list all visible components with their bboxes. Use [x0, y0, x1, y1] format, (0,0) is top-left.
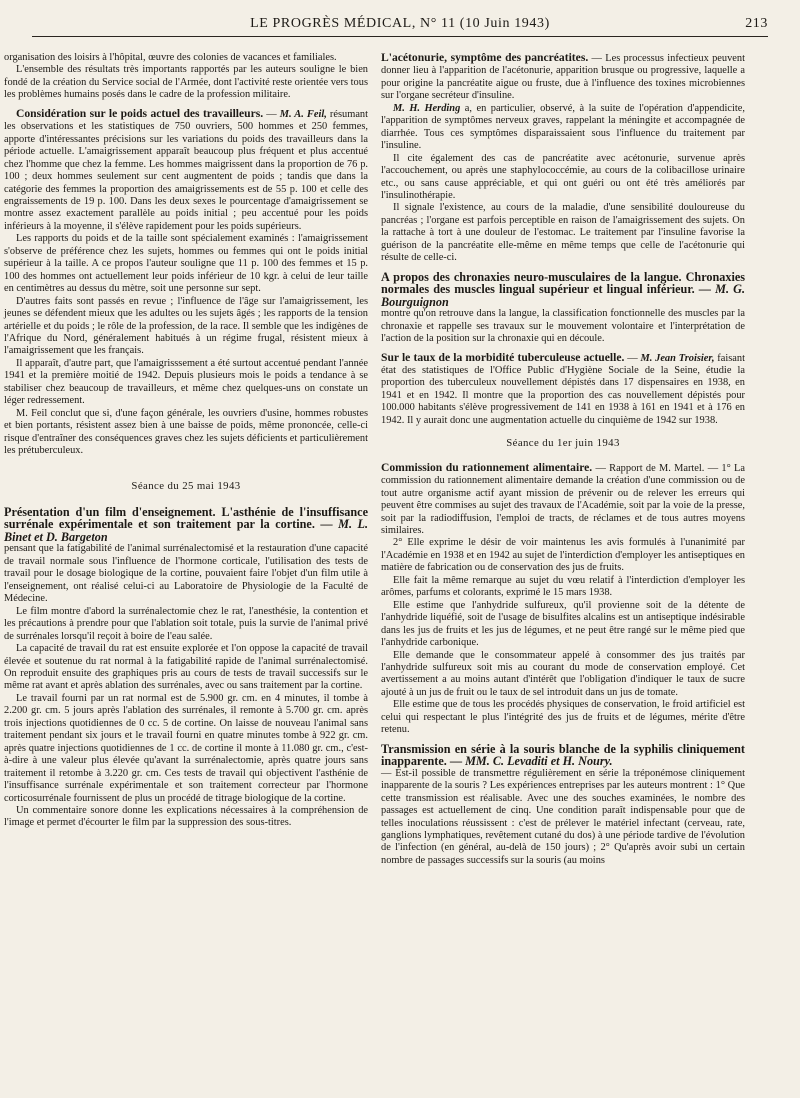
journal-title: LE PROGRÈS MÉDICAL, N° 11 (10 Juin 1943) — [250, 16, 550, 31]
article-title: Présentation d'un film d'enseignement. L'asthénie de l'insuffisance surrénale expérimentale et son traitement par la cortine. — M. L. Binet et D. Bargeton — [4, 504, 369, 544]
article-film-enseignement — [4, 506, 368, 830]
article-author: M. L. Binet et D. Bargeton — [4, 517, 369, 544]
article-title: Transmission en série à la souris blanche de la syphilis cliniquement inapparente. — MM. C. Levaditi et H. Noury. — [381, 741, 745, 769]
paragraph: Elle estime que l'anhydride sulfureux, qu'il provienne soit de la détente de l'anhydride liquéfié, soit de l'usage de bisulfites alcalins est un antiseptique indésirable dans les jus de fruits et les jus de légumes, et ne peut être rangé sur le même pied que l'anhydride carbonique. — [381, 599, 745, 649]
paragraph: Les rapports du poids et de la taille sont spécialement examinés : l'amaigrissement s'observe de préférence chez les sujets, hommes ou femmes qui ont le poids initial supérieur à la taille. A ce propos l'auteur souligne que 11 p. 100 des femmes et 15 p. 100 des hommes ont actuellement leur poids inférieur de 10 kgr. à celui de leur taille en centimètres au dessus du mètre, soit une personne sur sept. — [4, 233, 368, 295]
article-author: MM. C. Levaditi et H. Noury. — [465, 754, 613, 769]
right-column — [381, 52, 745, 873]
article-title: A propos des chronaxies neuro-musculaires de la langue. Chronaxies normales des muscles lingual supérieur et lingual inférieur. — M. G. Bourguignon — [381, 269, 746, 309]
article-title: Considération sur le poids actuel des travailleurs. — [16, 106, 264, 120]
paragraph: Elle fait la même remarque au sujet du vœu relatif à l'interdiction d'employer les arômes, parfums et colorants, exprimé le 15 mars 1938. — [381, 574, 745, 599]
paragraph: 2° Elle exprime le désir de voir maintenus les avis formulés à l'unanimité par l'Académie en 1938 et en 1942 au sujet de l'interdiction d'employer les antiseptiques en matière de fabrication ou de conservation des jus de fruits. — [381, 537, 745, 574]
article-chronaxies — [381, 271, 745, 346]
paragraph: Il cite également des cas de pancréatite avec acétonurie, survenue après l'accouchement, ou après une staphylococcémie, au cours de la colibacillose urinaire etc., ou sans cause appréciable, et qui ont guéri ou ont été très améliorés par l'insulinothérapie. — [381, 152, 745, 201]
paragraph: M. Feil conclut que si, d'une façon générale, les ouvriers d'usine, hommes robustes et bien portants, résistent assez bien à une baisse de poids, même prononcée, celle-ci risque d'entraîner des conséquences graves chez les sujets déficients et particulièrement les prétuberculeux. — [4, 407, 368, 457]
article-title: L'acétonurie, symptôme des pancréatites. — [381, 51, 589, 64]
article-author: M. G. Bourguignon — [381, 282, 746, 309]
article-title: Sur le taux de la morbidité tuberculeuse actuelle. — [381, 350, 625, 364]
article-acetonurie — [381, 52, 745, 265]
paragraph: L'ensemble des résultats très importants rapportés par les auteurs souligne le bien fondé de la création du Service social de l'Armée, dont l'activité reste orientée vers tous les problèmes humains posés dans le cadre de la profession militaire. — [4, 64, 368, 101]
article-author: M. H. Herding — [393, 102, 461, 114]
paragraph: a, en particulier, observé, à la suite de l'opération d'appendicite, l'apparition de symptômes nerveux graves, rappelant la méningite et accompagnée de diarrhée. Tous ces symptômes disparaissaient sous l'influence du traitement par l'insuline. — [381, 102, 745, 152]
session-heading: Séance du 25 mai 1943 — [131, 479, 241, 492]
paragraph: Il apparaît, d'autre part, que l'amaigrisssement a été surtout accentué pendant l'année 1941 et la première moitié de 1942. Depuis plusieurs mois le poids a tendance à se stabiliser chez beaucoup de travailleurs, et même chez quelques-uns on constate un léger redressement. — [4, 357, 368, 407]
article-poids-travailleurs: Considération sur le poids actuel des travailleurs. — M. A. Feil, résumant les observations et les statistiques de 750 ouvriers, 500 hommes et 250 femmes, apporte d'intéressantes précisions sur les variations du poids des travailleurs dans la période actuelle. L'amaigrissement apparaît beaucoup plus fréquent et plus accentué chez l'homme que chez la femme. Les hommes maigrissent dans la proportion de 76 p. 100 ; deux hommes seulement sur cent augmentent de poids ; tandis que dans la catégorie des femmes la proportion des amaigrissements est de 55 p. 100 et celle des engraissements de 19 p. 100. Dans les deux sexes le pourcentage d'amaigrissement se montre assez exactement parallèle au poids initial ; peu accentué pour les poids inférieurs à la moyenne, il s'élève rapidement pour les poids supérieurs. Les rapports du poids et de la taille sont spécialement examinés : l'amaigrissement s'observe de préférence chez les sujets, hommes ou femmes qui ont le poids initial supérieur à la taille. A ce propos l'auteur souligne que 11 p. 100 des femmes et 15 p. 100 des hommes ont actuellement leur poids inférieur de 10 kgr. à celui de leur taille en centimètres au dessus du mètre, soit une personne sur sept. D'autres faits sont passés en revue ; l'influence de l'âge sur l'amaigrissement, les jeunes se défendent mieux que les adultes ou les sujets âgés ; les rapports de la tension artérielle et du poids ; le rôle de la profession, de la race. Il semble que les indigènes de l'Afrique du Nord, généralement habitués à un régime frugal, résistent mieux à l'amaigrissement que les français. Il apparaît, d'autre part, que l'amaigrisssement a été surtout accentué pendant l'année 1941 et la première moitié de 1942. Depuis plusieurs mois le poids a tendance à se stabiliser chez beaucoup de travailleurs, et même chez quelques-uns on constate un léger redressement. M. Feil conclut que si, d'une façon générale, les ouvriers d'usine, hommes robustes et bien portants, résistent assez bien à une baisse de poids, même prononcée, celle-ci risque d'entraîner des conséquences graves chez les sujets déficients et particulièrement les prétuberculeux. — [4, 106, 369, 457]
session-heading: Séance du 1er juin 1943 — [506, 437, 620, 450]
paragraph: pensant que la fatigabilité de l'animal surrénalectomisé et la restauration d'une capacité de travail normale sous l'influence de l'hormone corticale, l'utilisation des tests de travail pour le dosage biologique de la cortine, pouvaient faire l'objet d'un film utile à l'enseignement, ont réalisé celui-ci au Laboratoire de Physiologie de la Faculté de Médecine. — [4, 543, 368, 605]
article-author: Rapport de M. Martel. — [609, 462, 705, 474]
paragraph: résumant les observations et les statistiques de 750 ouvriers, 500 hommes et 250 femmes, apporte d'intéressantes précisions sur les variations du poids des travailleurs dans la période actuelle. L'amaigrissement apparaît beaucoup plus fréquent et plus accentué chez l'homme que chez la femme. Les hommes maigrissent dans la proportion de 76 p. 100 ; deux hommes seulement sur cent augmentent de poids ; tandis que dans la catégorie des femmes la proportion des amaigrissements est de 55 p. 100 et celle des engraissements de 19 p. 100. Dans les deux sexes le pourcentage d'amaigrissement se montre assez exactement parallèle au poids initial ; peu accentué pour les poids inférieurs à la moyenne, il s'élève rapidement pour les poids supérieurs. — [4, 108, 369, 232]
paragraph: faisant état des statistiques de l'Office Public d'Hygiène Sociale de la Seine, étudie la proportion des tuberculeux nouvellement dépistés dans 17 dispensaires en 1938, en 1941 et en 1942. Il montre que la proportion des cas nouvellement dépistés pour 100.000 habitants s'élève progressivement de 141 en 1938 à 161 en 1941 et à 176 en 1942. Il y aurait donc une augmentation actuelle du cinquième de 1942 sur 1938. — [381, 352, 745, 426]
paragraph: — 1° La commission du rationnement alimentaire demande la création d'une commission ou de tout autre organisme actif ayant mission de prévenir ou de relever les erreurs qui peuvent être commises au sujet des travaux de l'Académie, soit par la voie de la presse, soit par la radiodiffusion, l'emploi de tracts, de réclames et de tous autres moyens similaires. — [381, 462, 745, 536]
article-author: M. A. Feil, — [279, 108, 327, 120]
paragraph: montre qu'on retrouve dans la langue, la classification fonctionnelle des muscles par la chronaxie et rappelle ses travaux sur le mouvement volontaire et l'interprétation de l'action de la position sur la chronaxie qui en découle. — [381, 308, 745, 345]
article-author: M. Jean Troisier, — [640, 352, 715, 364]
paragraph: D'autres faits sont passés en revue ; l'influence de l'âge sur l'amaigrissement, les jeunes se défendent mieux que les adultes ou les sujets âgés ; les rapports de la tension artérielle et du poids ; le rôle de la profession, de la race. Il semble que les indigènes de l'Afrique du Nord, généralement habitués à un régime frugal, résistent mieux à l'amaigrissement que les français. — [4, 295, 368, 357]
article-title: Commission du rationnement alimentaire. — [381, 460, 593, 474]
article-transmission-syphilis — [381, 743, 745, 868]
intro-section — [4, 52, 368, 102]
page-number: 213 — [745, 16, 768, 31]
paragraph: Il signale l'existence, au cours de la maladie, d'une sensibilité douloureuse du pancréas ; l'organe est parfois perceptible en raison de l'amaigrissement des sujets. On la rattache à tort à une douleur de l'estomac. Le traitement par l'insuline favorise la guérison de la pancréatite elle-même en même temps que celle de l'acétonurie qui résulte de celle-ci. — [381, 202, 745, 264]
paragraph: Elle estime que de tous les procédés physiques de conservation, le froid artificiel est celui qui respectant le plus l'intégrité des jus de fruits et de légumes, mérite d'être retenu. — [381, 699, 745, 736]
paragraph: Le film montre d'abord la surrénalectomie chez le rat, l'anesthésie, la contention et les précautions à prendre pour que l'ablation soit totale, puis la survie de l'animal privé de surrénales lorsqu'il reçoit à boire de l'eau salée. — [4, 605, 368, 642]
paragraph: Elle demande que le consommateur appelé à consommer des jus traités par l'anhydride sulfureux soit mis au courant du mode de conservation employé. Cet avertissement a au moins autant d'intérêt que l'obligation d'indiquer le taux de sucre ajouté à un jus de fruit ou le taux de sel introduit dans un jus de tomate. — [381, 649, 745, 698]
paragraph: — Les processus infectieux peuvent donner lieu à l'apparition de l'acétonurie, apparition brusque ou progressive, laquelle a pour origine la pancréatite aigue ou fruste, due à l'influence des toxines microbiennes sur l'organe secréteur d'insuline. — [381, 53, 745, 102]
paragraph: Un commentaire sonore donne les explications nécessaires à la compréhension de l'image et permet d'écourter le film par la suppression des sous-titres. — [4, 804, 368, 829]
header-rule — [32, 36, 768, 37]
article-rationnement: Commission du rationnement alimentaire. — Rapport de M. Martel. — 1° La commission du rationnement alimentaire demande la création d'une commission ou de tout autre organisme actif ayant mission de prévenir ou de relever les erreurs qui peuvent être commises au sujet des travaux de l'Académie, soit par la voie de la presse, soit par la radiodiffusion, l'emploi de tracts, de réclames et de tous autres moyens similaires. 2° Elle exprime le désir de voir maintenus les avis formulés à l'unanimité par l'Académie en 1938 et en 1942 au sujet de l'interdiction d'employer les antiseptiques en matière de fabrication ou de conservation des jus de fruits. Elle fait la même remarque au sujet du vœu relatif à l'interdiction d'employer les arômes, parfums et colorants, exprimé le 15 mars 1938. Elle estime que l'anhydride sulfureux, qu'il provienne soit de la détente de l'anhydride liquéfié, soit de l'usage de bisulfites alcalins est un antiseptique indésirable dans les jus de fruits et les jus de légumes, et ne peut être rangé sur le même pied que l'anhydride carbonique. Elle demande que le consommateur appelé à consommer des jus traités par l'anhydride sulfureux soit mis au courant du mode de conservation employé. Cet avertissement a au moins autant d'intérêt que l'obligation d'indiquer le taux de sucre ajouté à un jus de fruit ou le taux de sel introduit dans un jus de tomate. Elle estime que de tous les procédés physiques de conservation, le froid artificiel est celui qui respectant le plus l'intégrité des jus de fruits et de légumes, mérite d'être retenu. — [381, 460, 745, 736]
paragraph: — Est-il possible de transmettre régulièrement en série la tréponémose cliniquement inapparente de la souris ? Les expériences entreprises par les auteurs montrent : 1° Que cette transmission est réalisable. Avec une des souches examinées, le nombre des passages est actuellement de cinq. Une condition paraît indispensable pour que de telles inoculations réussissent : c'est de prélever le matériel infectant (cerveau, rate, ganglions lymphatiques, revêtement cutané du dos) à une période tardive de l'évolution de l'infection (en général, au-delà de 150 jours) ; 2° Qu'après avoir subi un certain nombre de passages successifs sur la souris (au moins — [381, 767, 745, 866]
paragraph: La capacité de travail du rat est ensuite explorée et l'on oppose la capacité de travail élevée et soutenue du rat normal à la fatigabilité rapide de l'animal surrénalectomisé. On reproduit ensuite des graphiques pris au cours de tests de travail successifs sur le même rat avant et après ablation des surrénales, avec ou sans traitement par la cortine. — [4, 643, 368, 692]
paragraph: Le travail fourni par un rat normal est de 5.900 gr. cm. en 4 minutes, il tombe à 2.200 gr. cm. 5 jours après l'ablation des surrénales, il remonte à 5.700 gr. cm. après trois injections quotidiennes de 0 cc. 5 de cortine. On laisse de nouveau l'animal sans traitement pendant six jours et le travail fourni en quatre minutes tombe à 922 gr. cm. après quatre injections quotidiennes de 1 cc. de cortine il monte à 11.080 gr. cm., c'est-à-dire à une valeur plus élevée qu'avant la surrénalectomie, après quatre jours sans traitement il retombe à 3.220 gr. cm. Ces tests de travail qui objectivent l'asthénie de l'insuffisance surrénale expérimentale et son traitement correcteur par l'hormone corticosurrénale fournissent de plus un procédé de titrage biologique de la cortine. — [4, 692, 368, 804]
running-header — [32, 16, 768, 36]
left-column — [4, 52, 368, 836]
paragraph: organisation des loisirs à l'hôpital, œuvre des colonies de vacances et familiales. — [4, 52, 337, 63]
article-morbidite-tuberculeuse: Sur le taux de la morbidité tuberculeuse actuelle. — M. Jean Troisier, faisant état des statistiques de l'Office Public d'Hygiène Sociale de la Seine, étudie la proportion des tuberculeux nouvellement dépistés dans 17 dispensaires en 1938, en 1941 et en 1942. Il montre que la proportion des cas nouvellement dépistés pour 100.000 habitants s'élève progressivement de 141 en 1938 à 161 en 1941 et à 176 en 1942. Il y aurait donc une augmentation actuelle du cinquième de 1942 sur 1938. — [381, 350, 745, 426]
